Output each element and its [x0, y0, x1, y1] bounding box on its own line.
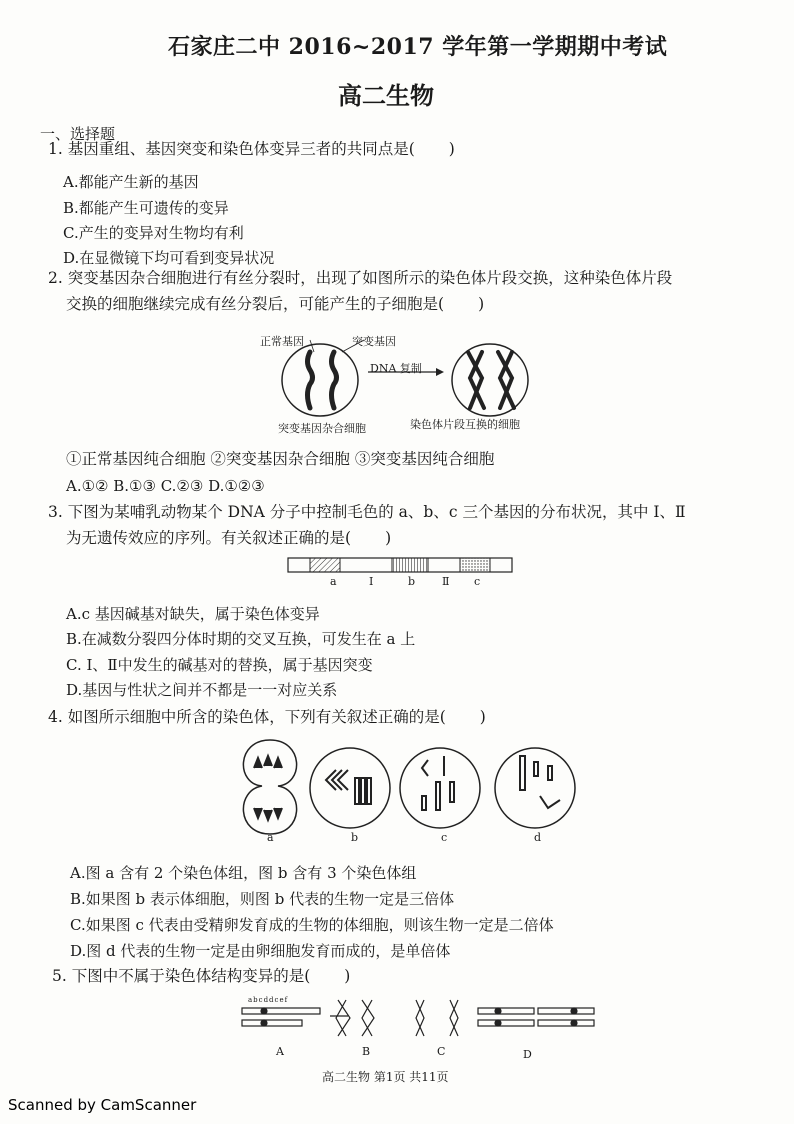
- scanner-watermark: Scanned by CamScanner: [8, 1096, 197, 1114]
- subject-title: 高二生物: [338, 81, 434, 110]
- q2-cell-diagram: [280, 342, 540, 422]
- q5-label-a: A: [276, 1045, 284, 1058]
- cell-label-b: b: [351, 831, 359, 844]
- question-1-stem: 1. 基因重组、基因突变和染色体变异三者的共同点是( ): [48, 140, 455, 158]
- caption-exchange-cell: 染色体片段互换的细胞: [410, 418, 520, 431]
- label-mutant-gene: 突变基因: [352, 335, 396, 348]
- q3-option-b: B.在减数分裂四分体时期的交叉互换，可发生在 a 上: [66, 630, 416, 648]
- q5-chromosomes-diagram: [238, 1000, 598, 1042]
- q1-option-b: B.都能产生可遗传的变异: [63, 199, 229, 217]
- dna-label-ii: Ⅱ: [442, 575, 450, 588]
- arrow-label-dna-replication: DNA 复制: [370, 362, 422, 375]
- cell-label-c: c: [441, 831, 448, 844]
- q3-dna-diagram: [288, 557, 518, 573]
- dna-label-b: b: [408, 575, 416, 588]
- q4-cells-diagram: [240, 738, 590, 838]
- q4-option-d: D.图 d 代表的生物一定是由卵细胞发育而成的，是单倍体: [70, 942, 451, 960]
- dna-label-i: Ⅰ: [369, 575, 374, 588]
- q5-gene-letters: abcddcef: [248, 996, 289, 1004]
- q5-label-c: C: [437, 1045, 446, 1058]
- question-2-stem-line1: 2. 突变基因杂合细胞进行有丝分裂时，出现了如图所示的染色体片段交换，这种染色体片段: [48, 269, 673, 287]
- page-footer: 高二生物 第1页 共11页: [322, 1070, 449, 1084]
- q3-option-a: A.c 基因碱基对缺失，属于染色体变异: [66, 605, 320, 623]
- caption-heterozygous-cell: 突变基因杂合细胞: [278, 422, 366, 435]
- cell-label-a: a: [267, 831, 274, 844]
- cell-label-d: d: [534, 831, 542, 844]
- label-normal-gene: 正常基因: [260, 335, 304, 348]
- q1-option-c: C.产生的变异对生物均有利: [63, 224, 244, 242]
- exam-title: 石家庄二中 2016~2017 学年第一学期期中考试: [168, 34, 668, 60]
- q3-option-c: C. Ⅰ、Ⅱ中发生的碱基对的替换，属于基因突变: [66, 656, 373, 674]
- section-heading: 一、选择题: [40, 125, 116, 143]
- q5-label-d: D: [523, 1048, 532, 1061]
- q2-choices: ①正常基因纯合细胞 ②突变基因杂合细胞 ③突变基因纯合细胞: [66, 450, 495, 468]
- q1-option-d: D.在显微镜下均可看到变异状况: [63, 249, 275, 267]
- dna-label-c: c: [474, 575, 481, 588]
- q3-option-d: D.基因与性状之间并不都是一一对应关系: [66, 681, 338, 699]
- q4-option-c: C.如果图 c 代表由受精卵发育成的生物的体细胞，则该生物一定是二倍体: [70, 916, 554, 934]
- question-2-stem-line2: 交换的细胞继续完成有丝分裂后，可能产生的子细胞是( ): [66, 295, 485, 313]
- q1-option-a: A.都能产生新的基因: [63, 173, 199, 191]
- question-3-stem-line1: 3. 下图为某哺乳动物某个 DNA 分子中控制毛色的 a、b、c 三个基因的分布状况，其中 I、Ⅱ: [48, 503, 686, 521]
- q5-label-b: B: [362, 1045, 371, 1058]
- question-5-stem: 5. 下图中不属于染色体结构变异的是( ): [52, 967, 351, 985]
- q4-option-b: B.如果图 b 表示体细胞，则图 b 代表的生物一定是三倍体: [70, 890, 455, 908]
- dna-label-a: a: [330, 575, 337, 588]
- q4-option-a: A.图 a 含有 2 个染色体组，图 b 含有 3 个染色体组: [70, 864, 417, 882]
- q2-options: A.①② B.①③ C.②③ D.①②③: [66, 477, 265, 495]
- question-3-stem-line2: 为无遗传效应的序列。有关叙述正确的是( ): [66, 529, 392, 547]
- question-4-stem: 4. 如图所示细胞中所含的染色体，下列有关叙述正确的是( ): [48, 708, 486, 726]
